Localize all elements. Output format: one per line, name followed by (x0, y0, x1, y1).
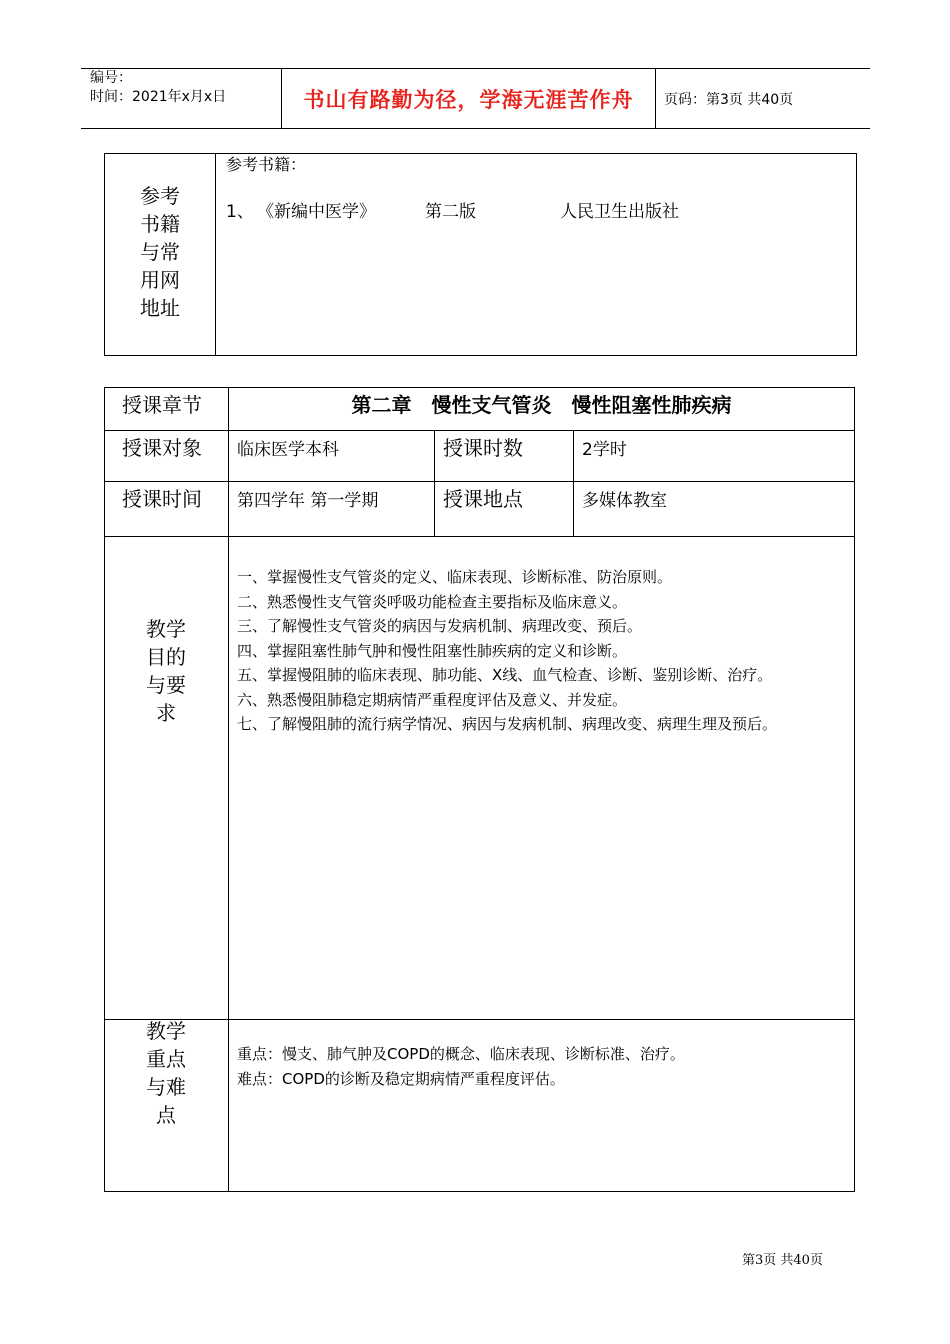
chapter-label: 授课章节 (122, 393, 202, 417)
header-page-number: 页码：第3页 共40页 (664, 92, 794, 108)
footer-page-number: 第3页 共40页 (742, 1253, 823, 1268)
header-number: 编号： (90, 70, 132, 86)
time-label: 授课时间 (122, 487, 202, 511)
list-item: 四、掌握阻塞性肺气肿和慢性阻塞性肺疾病的定义和诊断。 (237, 641, 628, 660)
reference-edition: 第二版 (425, 202, 476, 222)
audience-label: 授课对象 (122, 436, 202, 460)
header-divider-right (655, 68, 656, 129)
hours-value: 2学时 (582, 440, 627, 460)
location-label: 授课地点 (443, 487, 523, 511)
references-side-label: 参考 书籍 与常 用网 地址 (140, 184, 180, 320)
row-line (104, 430, 855, 431)
hours-label: 授课时数 (443, 436, 523, 460)
key-points-list (237, 1042, 685, 1092)
location-value: 多媒体教室 (582, 491, 667, 511)
references-divider (215, 153, 216, 356)
col-line (573, 430, 574, 536)
list-item: 重点：慢支、肺气肿及COPD的概念、临床表现、诊断标准、治疗。 (237, 1045, 685, 1063)
chapter-title: 第二章 慢性支气管炎 慢性阻塞性肺疾病 (351, 393, 732, 417)
row-line (104, 481, 855, 482)
row-line (104, 1019, 855, 1020)
objectives-list (237, 565, 777, 737)
reference-publisher: 人民卫生出版社 (560, 202, 679, 222)
header-meta (90, 70, 226, 106)
key-points-side-label: 教学 重点 与难 点 (146, 1019, 186, 1127)
time-value: 第四学年 第一学期 (237, 491, 379, 511)
header-time: 时间：2021年x月x日 (90, 89, 227, 105)
references-heading: 参考书籍： (226, 155, 307, 174)
col-line (228, 387, 229, 1192)
list-item: 二、熟悉慢性支气管炎呼吸功能检查主要指标及临床意义。 (237, 592, 628, 611)
references-table (104, 153, 857, 356)
list-item: 一、掌握慢性支气管炎的定义、临床表现、诊断标准、防治原则。 (237, 568, 673, 586)
audience-value: 临床医学本科 (237, 440, 339, 460)
row-line (104, 536, 855, 537)
reference-title: 《新编中医学》 (257, 202, 376, 222)
col-line (434, 430, 435, 536)
objectives-side-label: 教学 目的 与要 求 (146, 617, 186, 725)
list-item: 三、了解慢性支气管炎的病因与发病机制、病理改变、预后。 (237, 617, 643, 635)
list-item: 难点：COPD的诊断及稳定期病情严重程度评估。 (237, 1070, 565, 1088)
reference-index: 1、 (226, 202, 254, 222)
header-motto: 书山有路勤为径，学海无涯苦作舟 (303, 87, 634, 112)
list-item: 五、掌握慢阻肺的临床表现、肺功能、X线、血气检查、诊断、鉴别诊断、治疗。 (237, 666, 773, 684)
list-item: 七、了解慢阻肺的流行病学情况、病因与发病机制、病理改变、病理生理及预后。 (237, 715, 778, 733)
list-item: 六、熟悉慢阻肺稳定期病情严重程度评估及意义、并发症。 (237, 690, 628, 709)
